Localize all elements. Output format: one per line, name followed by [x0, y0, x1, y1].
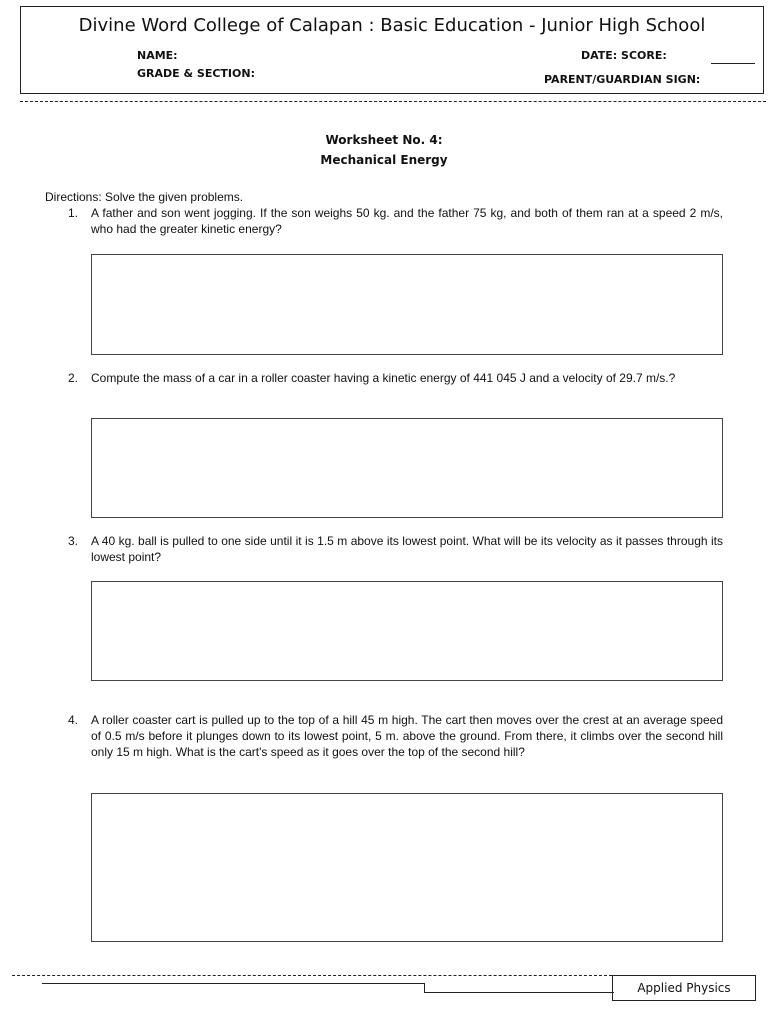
footer-rule-lower	[424, 992, 614, 993]
top-dashed-divider	[20, 101, 766, 102]
directions: Directions: Solve the given problems.	[45, 190, 244, 204]
answer-box-3[interactable]	[91, 581, 723, 681]
subject-badge: Applied Physics	[612, 975, 756, 1001]
name-label: NAME:	[137, 49, 178, 62]
question-number: 1.	[68, 206, 79, 220]
question-number: 4.	[68, 713, 79, 727]
question-text: A 40 kg. ball is pulled to one side until it is 1.5 m above its lowest point. What will be its velocity as it passes through its lowest point?	[91, 534, 723, 564]
grade-section-label: GRADE & SECTION:	[137, 67, 255, 80]
answer-box-4[interactable]	[91, 793, 723, 942]
header-box	[20, 6, 764, 94]
date-score-label: DATE: SCORE:	[581, 49, 667, 62]
school-title: Divine Word College of Calapan : Basic Education - Junior High School	[78, 15, 706, 36]
bottom-dashed-divider	[12, 975, 612, 976]
worksheet-number: Worksheet No. 4:	[325, 133, 443, 147]
score-blank-line	[711, 63, 755, 64]
answer-box-1[interactable]	[91, 254, 723, 355]
parent-sign-label: PARENT/GUARDIAN SIGN:	[544, 73, 701, 86]
question-number: 3.	[68, 534, 79, 548]
footer-rule-step	[424, 983, 425, 992]
answer-box-2[interactable]	[91, 418, 723, 518]
question-text: A roller coaster cart is pulled up to the top of a hill 45 m high. The cart then moves over the crest at an average speed of 0.5 m/s before it plunges down to its lowest point, 5 m. above the ground. From there, it climbs over the second hill only 15 m high. What is the cart's speed as it goes over the top of the second hill?	[91, 713, 723, 759]
footer-rule	[42, 983, 424, 984]
worksheet-topic: Mechanical Energy	[320, 153, 448, 167]
question-text: A father and son went jogging. If the son weighs 50 kg. and the father 75 kg, and both of them ran at a speed 2 m/s, who had the greater kinetic energy?	[91, 206, 723, 236]
question-text: Compute the mass of a car in a roller coaster having a kinetic energy of 441 045 J and a velocity of 29.7 m/s.?	[91, 371, 676, 385]
question-number: 2.	[68, 371, 79, 385]
